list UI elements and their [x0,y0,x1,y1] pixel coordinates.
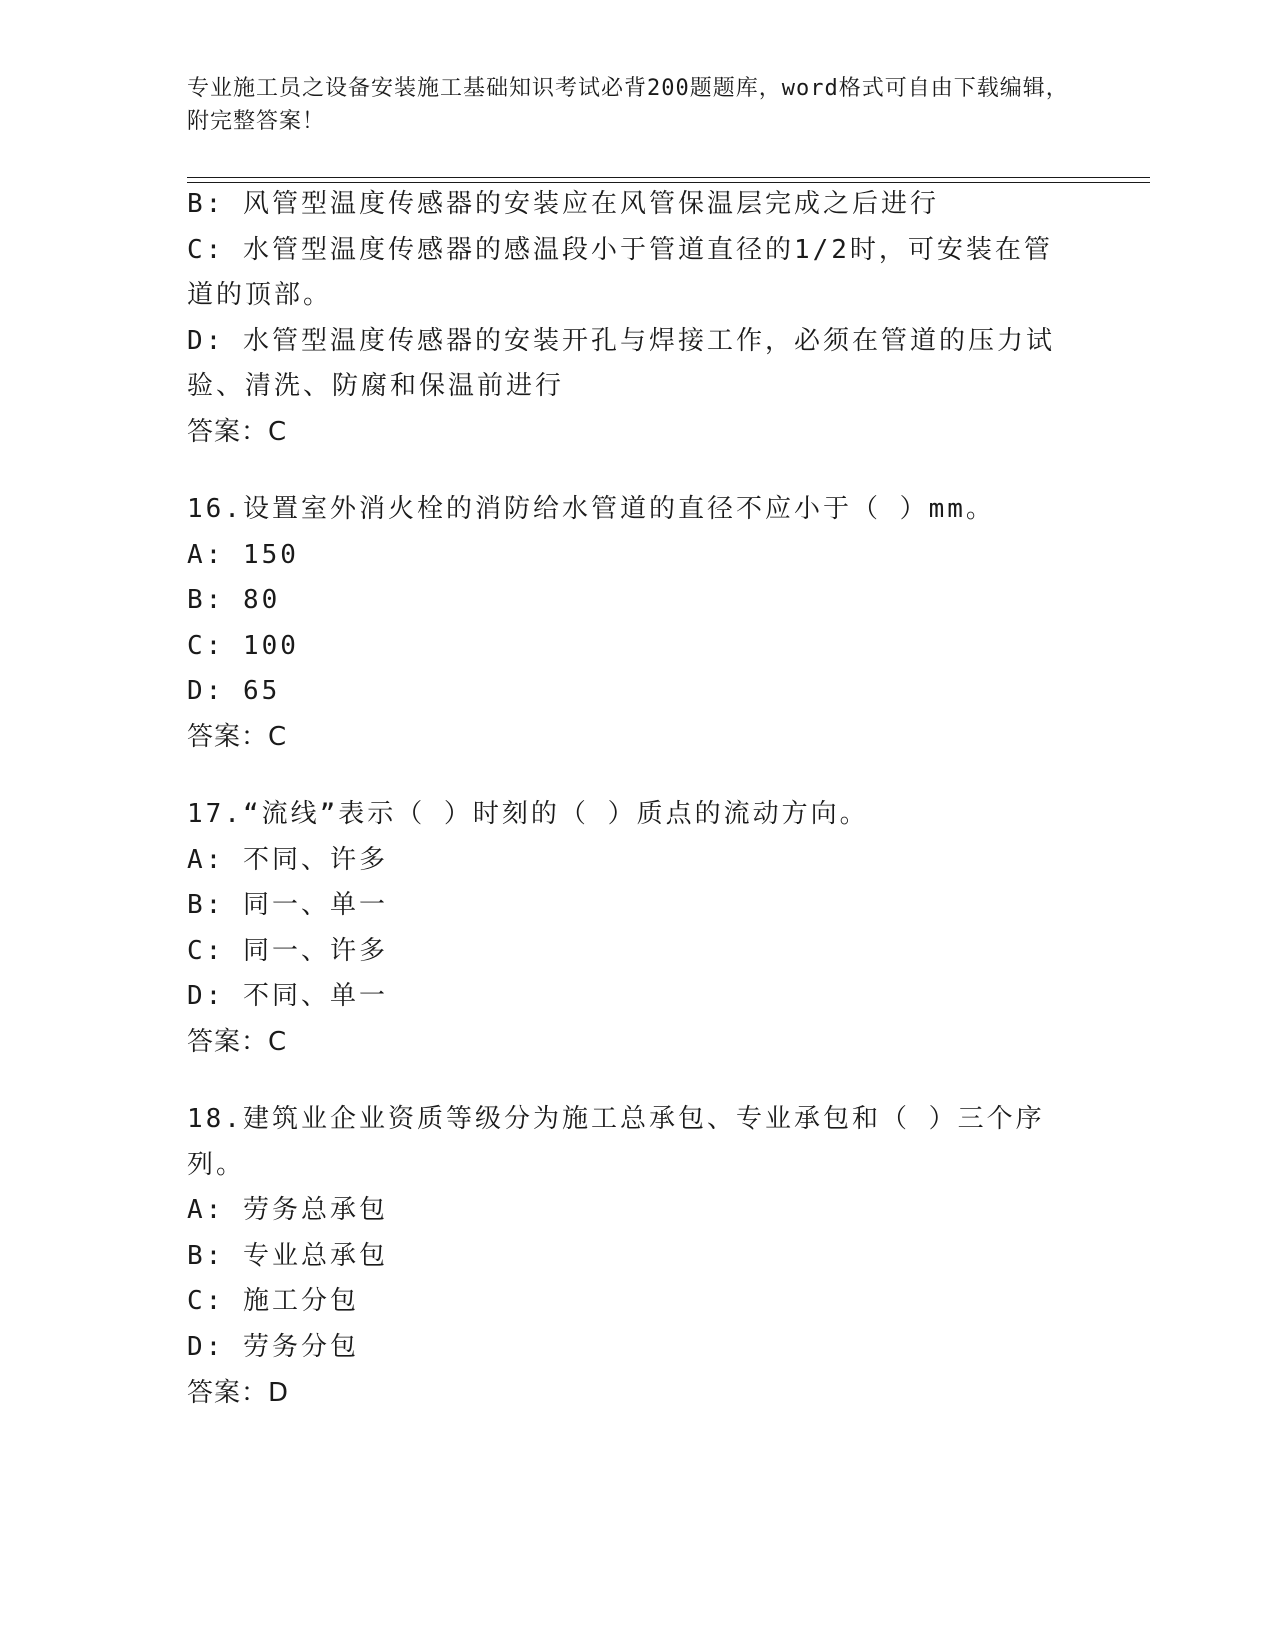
question-stem: 16.设置室外消火栓的消防给水管道的直径不应小于（ ）mm。 [187,494,995,524]
option-b: B: 风管型温度传感器的安装应在风管保温层完成之后进行 [187,189,939,219]
header-title: 专业施工员之设备安装施工基础知识考试必背200题题库，word格式可自由下载编辑，附完整答案！ [187,76,1069,134]
question-18 [187,1097,1067,1416]
option-d: D: 不同、单一 [187,981,388,1012]
option-b: B: 80 [187,585,281,616]
option-d: D: 水管型温度传感器的安装开孔与焊接工作，必须在管道的压力试验、清洗、防腐和保温前进行 [187,325,1055,402]
answer: 答案：C [187,416,288,447]
option-b: B: 专业总承包 [187,1240,388,1271]
header-rule-top [187,177,1150,178]
option-c: C: 施工分包 [187,1286,359,1317]
option-a: A: 不同、许多 [187,844,388,875]
option-c: C: 水管型温度传感器的感温段小于管道直径的1/2时，可安装在管道的顶部。 [187,234,1053,311]
option-c: C: 同一、许多 [187,935,388,966]
option-a: A: 150 [187,539,299,570]
answer: 答案：D [187,1377,290,1408]
option-d: D: 65 [187,676,281,707]
question-15-tail [187,182,1067,456]
question-stem: 18.建筑业企业资质等级分为施工总承包、专业承包和（ ）三个序列。 [187,1104,1045,1180]
question-stem: 17.“流线”表示（ ）时刻的（ ）质点的流动方向。 [187,799,869,829]
option-c: C: 100 [187,630,299,661]
answer: 答案：C [187,721,288,752]
option-a: A: 劳务总承包 [187,1195,388,1226]
document-header [187,72,1087,138]
option-b: B: 同一、单一 [187,890,388,921]
option-d: D: 劳务分包 [187,1331,359,1362]
question-16 [187,487,1067,761]
question-17 [187,792,1067,1066]
answer: 答案：C [187,1026,288,1057]
